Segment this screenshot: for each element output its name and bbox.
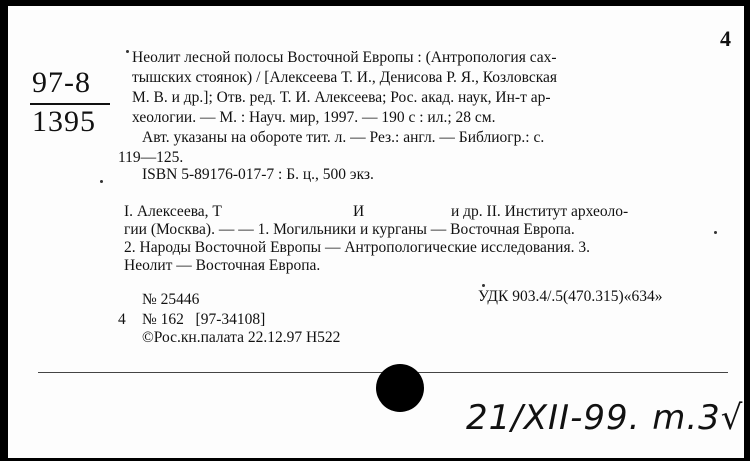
tracing-line: и др. II. Институт археоло- [451, 203, 629, 220]
udc-index: УДК 903.4/.5(470.315)«634» [478, 288, 663, 305]
description-line: М. В. и др.]; Отв. ред. Т. И. Алексеева; Рос. акад. наук, Ин-т ар- [132, 89, 551, 106]
punch-hole [376, 364, 424, 412]
note-line: Авт. указаны на обороте тит. л. — Рез.: англ. — Библиогр.: с. [142, 129, 545, 146]
card-corner-number: 4 [720, 26, 731, 51]
speck [126, 50, 129, 53]
tracing-line: гии (Москва). — — 1. Могильники и курганы — Восточная Европа. [124, 221, 575, 238]
isbn-line: ISBN 5-89176-017-7 : Б. ц., 500 экз. [142, 166, 374, 183]
description-line: Неолит лесной полосы Восточной Европы : (Антропология сах- [132, 49, 557, 66]
shelfmark-top: 97-8 [32, 66, 91, 99]
shelfmark-bottom: 1395 [32, 105, 96, 138]
handwritten-date: 21/XII-99. m.3√ [466, 398, 744, 438]
book-chamber-stamp: ©Рос.кн.палата 22.12.97 Н522 [142, 329, 341, 346]
speck [100, 180, 103, 183]
tracing-line: И [353, 203, 365, 220]
note-line: 119—125. [118, 149, 184, 166]
record-number: № 162 [97-34108] [142, 311, 266, 328]
speck [714, 231, 717, 234]
tracing-line: Неолит — Восточная Европа. [124, 257, 321, 274]
description-line: тышских стоянок) / [Алексеева Т. И., Денисова Р. Я., Козловская [132, 69, 558, 86]
speck [482, 284, 485, 287]
description-line: хеологии. — М. : Науч. мир, 1997. — 190 с : ил.; 28 см. [132, 109, 496, 126]
catalog-card [8, 6, 744, 458]
tracing-line: 2. Народы Восточной Европы — Антропологические исследования. 3. [124, 239, 590, 256]
registration-number: № 25446 [142, 291, 200, 308]
tracing-line: I. Алексеева, Т [124, 203, 222, 220]
record-number-left: 4 [118, 311, 126, 328]
